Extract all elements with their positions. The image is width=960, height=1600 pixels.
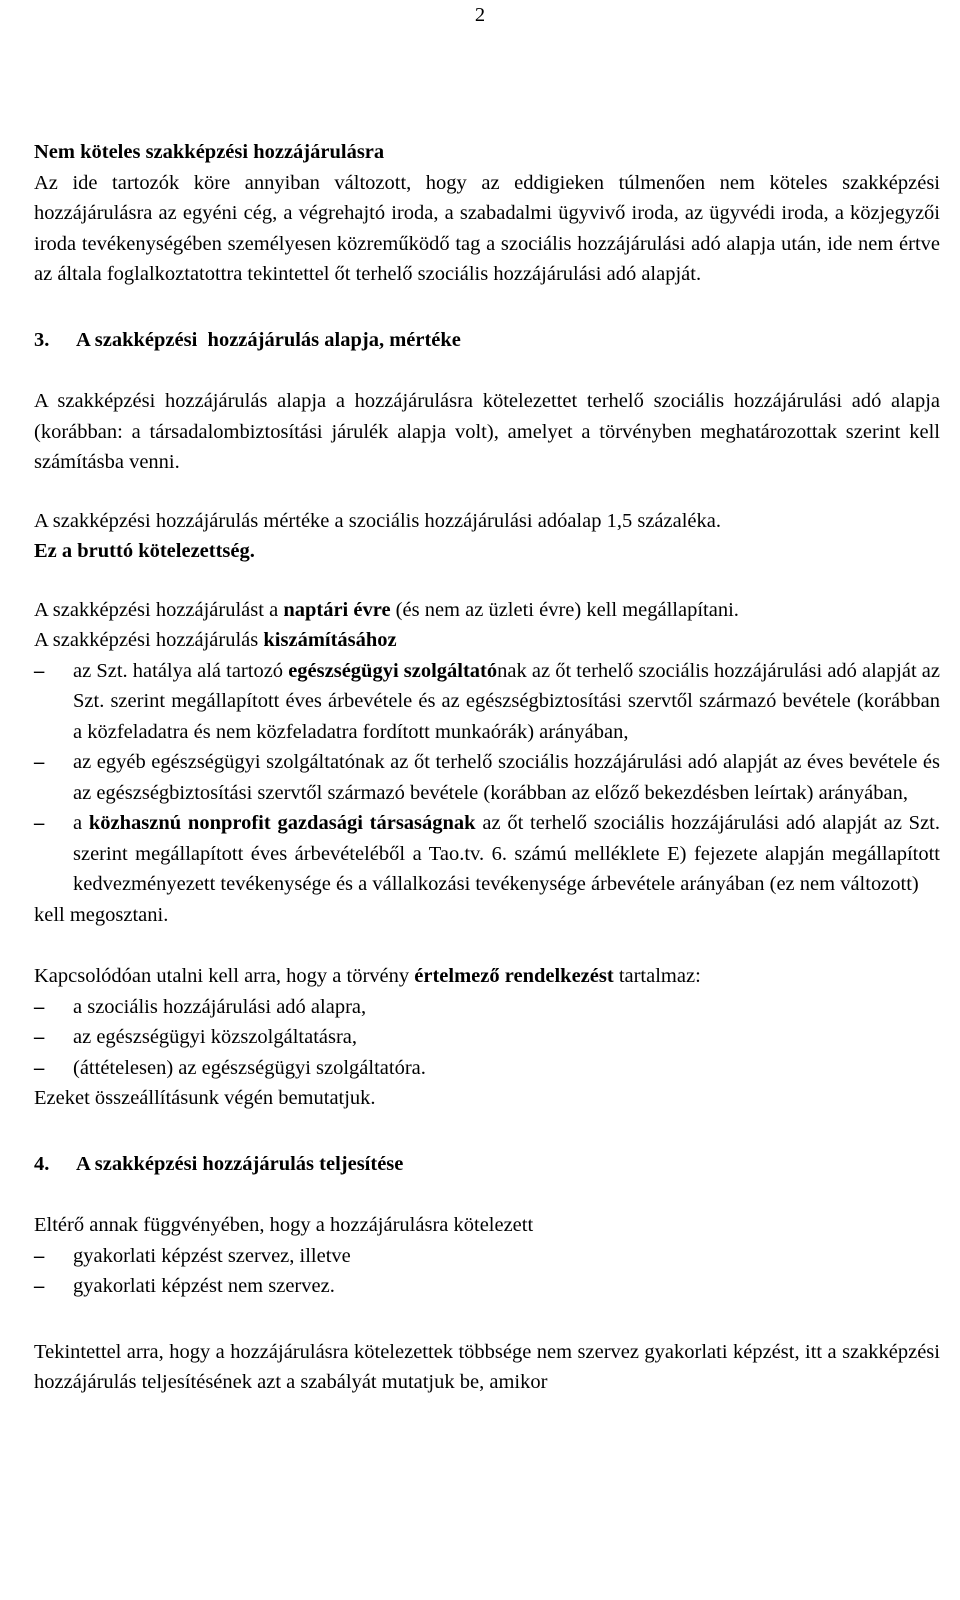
- list-item: – gyakorlati képzést szervez, illetve: [34, 1241, 940, 1272]
- text-fragment: Kapcsolódóan utalni kell arra, hogy a törvény: [34, 965, 415, 987]
- definitions-list: [34, 992, 940, 1084]
- gross-obligation-text: Ez a bruttó kötelezettség.: [34, 540, 255, 562]
- list-item: – az egyéb egészségügyi szolgáltatónak az őt terhelő szociális hozzájárulási adó alapját az éves bevétele és az egészségbiztosítási szervtől származó bevétele (korábban az előző bekezdésben leírtak) arányában,: [34, 747, 940, 808]
- section-3-title: A szakképzési hozzájárulás alapja, mértéke: [76, 328, 461, 351]
- section-3-paragraph-4: [34, 625, 940, 656]
- section-4-paragraph-2: Tekintettel arra, hogy a hozzájárulásra kötelezettek többsége nem szervez gyakorlati képzést, itt a szakképzési hozzájárulás teljesítésének azt a szabályát mutatjuk be, amikor: [34, 1340, 940, 1393]
- section-3-paragraph-6: [34, 961, 940, 992]
- section-3-paragraph-5: kell megosztani.: [34, 903, 169, 926]
- section-3-number: 3.: [34, 328, 50, 351]
- text-fragment: az Szt. hatálya alá tartozó: [73, 659, 289, 682]
- section-3-paragraph-2: [34, 506, 940, 567]
- text-fragment: A szakképzési hozzájárulás: [34, 629, 264, 651]
- text-fragment: tartalmaz:: [613, 965, 701, 987]
- list-item: – az egészségügyi közszolgáltatásra,: [34, 1022, 940, 1053]
- page-content: [34, 137, 940, 1398]
- text-fragment: a: [73, 812, 89, 834]
- text-fragment: az őt terhelő szociális hozzájárulási adó alapját az Szt. szerint megállapított éves árbevételéből a Tao.tv. 6. számú melléklete E) fejezete alapján megállapított kedvezményezett tevékenysége és a vállalkozási tevékenysége árbevétele arányában (ez nem változott): [73, 812, 940, 895]
- training-list: [34, 1241, 940, 1302]
- list-item: – a szociális hozzájárulási adó alapra,: [34, 992, 940, 1023]
- section-3-paragraph-7: Ezeket összeállításunk végén bemutatjuk.: [34, 1087, 376, 1109]
- list-item: [34, 808, 940, 900]
- section-4-heading: [34, 1149, 940, 1180]
- text-fragment: A szakképzési hozzájárulást a: [34, 598, 284, 621]
- section-4-paragraph-1: Eltérő annak függvényében, hogy a hozzájárulásra kötelezett: [34, 1214, 534, 1236]
- section-3-paragraph-3: [34, 595, 940, 626]
- list-item: – (áttételesen) az egészségügyi szolgáltatóra.: [34, 1053, 940, 1084]
- section-4-title: A szakképzési hozzájárulás teljesítése: [76, 1152, 404, 1175]
- section-3-heading: [34, 325, 940, 356]
- calendar-year-emphasis: naptári évre: [283, 598, 391, 621]
- text-fragment: nak az őt terhelő szociális hozzájárulási adó alapját az Szt. szerint megállapított éves árbevétele és az egészségbiztosítási szervtől származó bevétele (korábban a közfeladatra és nem közfeladatra fordított munkaórák) arányában,: [73, 659, 941, 743]
- calculation-emphasis: kiszámításához: [263, 629, 397, 651]
- calculation-list: [34, 656, 940, 900]
- section-3-paragraph-1: A szakképzési hozzájárulás alapja a hozzájárulásra kötelezettet terhelő szociális hozzájárulási adó alapja (korábban: a társadalombiztosítási járulék alapja volt), amelyet a törvényben meghatározottak szerint kell számításba venni.: [34, 390, 940, 473]
- paragraph-nonobligated: Az ide tartozók köre annyiban változott, hogy az eddigieken túlmenően nem köteles szakképzési hozzájárulásra az egyéni cég, a végrehajtó iroda, a szabadalmi ügyvivő iroda, az ügyvédi iroda, a közjegyzői iroda tevékenységében személyesen közreműködő tag a szociális hozzájárulási adó alapja után, ide nem értve az általa foglalkoztatottra tekintettel őt terhelő szociális hozzájárulási adó alapját.: [34, 171, 940, 285]
- section-title-nonobligated: Nem köteles szakképzési hozzájárulásra: [34, 141, 385, 163]
- list-item: – gyakorlati képzést nem szervez.: [34, 1271, 940, 1302]
- list-item: [34, 656, 940, 748]
- text-fragment: (és nem az üzleti évre) kell megállapítani.: [390, 598, 739, 621]
- section-4-number: 4.: [34, 1152, 50, 1175]
- rate-text: A szakképzési hozzájárulás mértéke a szociális hozzájárulási adóalap 1,5 százaléka.: [34, 509, 721, 532]
- health-provider-emphasis: egészségügyi szolgáltató: [288, 659, 498, 682]
- nonprofit-emphasis: közhasznú nonprofit gazdasági társaságnak: [88, 812, 476, 834]
- page-number: 2: [474, 4, 486, 26]
- interpretive-provision-emphasis: értelmező rendelkezést: [414, 965, 614, 987]
